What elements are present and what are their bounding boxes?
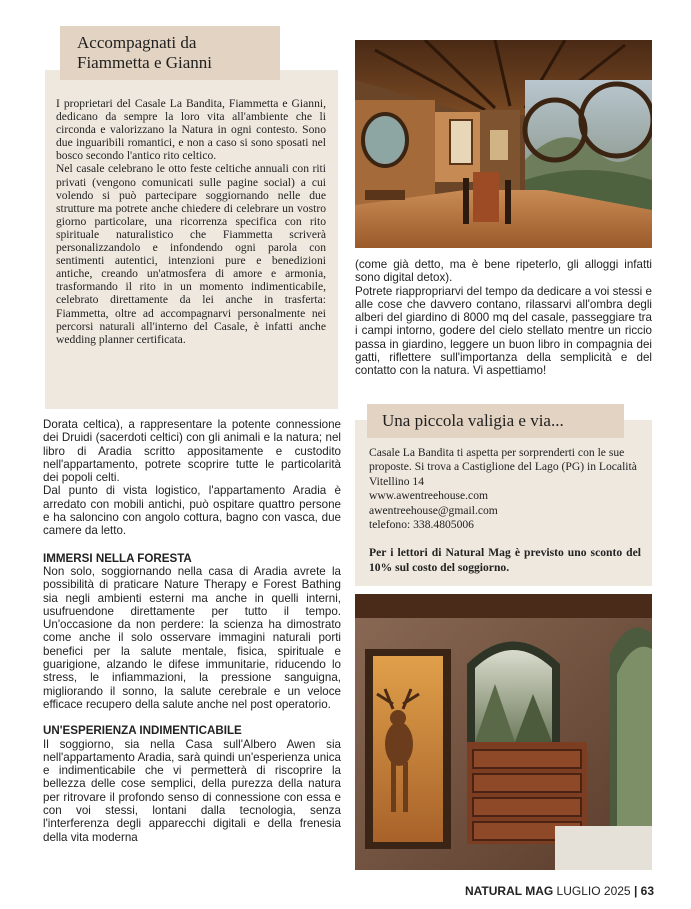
owners-box-text [56, 97, 326, 346]
page-footer [462, 884, 654, 898]
section-heading-forest: IMMERSI NELLA FORESTA [43, 551, 192, 565]
left-paragraph-2: Dal punto di vista logistico, l'appartamento Aradia è arredato con mobili antichi, può ospitare quattro persone e ha saloncino con angolo cottura, bagno con vasca, due camere da letto. [43, 484, 341, 538]
magazine-name: NATURAL MAG [464, 884, 554, 898]
left-paragraph-1: Dorata celtica), a rappresentare la potente connessione dei Druidi (sacerdoti celtici) con gli animali e la natura; nel libro di Aradia scritto appositamente e custodito nell'appartamento, potrete scoprire tutte le particolarità dei popoli celti. [43, 418, 341, 485]
section-heading-experience: UN'ESPERIENZA INDIMENTICABILE [43, 724, 242, 738]
contact-box-text [369, 446, 641, 575]
owners-title-line1: Accompagnati da [77, 33, 197, 52]
left-paragraph-4: Il soggiorno, sia nella Casa sull'Albero Awen sia nell'appartamento Aradia, sarà quindi un'esperienza unica e indimenticabile che vi permetterà di riscoprire la bellezza delle cose semplici, della purezza della natura per ritrovare il profondo senso di connessione con essa e con voi stessi, lontani dalla tecnologia, senza l'interferenza degli apparecchi digitali e della frenesia della vita moderna [43, 737, 341, 844]
footer-separator: | [633, 884, 638, 898]
contact-website[interactable]: www.awentreehouse.com [369, 489, 489, 503]
right-paragraph-2: Potrete riappropriarvi del tempo da dedicare a voi stessi e alle cose che davvero contano, rilassarvi all'ombra degli alberi del giardino di 8000 mq del casale, passeggiare tra i campi intorno, godere del cielo stellato mentre un riccio passa in giardino, leggere un buon libro in compagnia dei gatti, riflettere sull'importanza della semplicità e del contatto con la natura. Vi aspettiamo! [355, 284, 652, 378]
reader-discount: Per i lettori di Natural Mag è previsto uno sconto del 10% sul costo del soggiorno. [369, 546, 641, 574]
left-column [43, 418, 341, 844]
owners-paragraph-1: I proprietari del Casale La Bandita, Fiammetta e Gianni, dedicano da sempre la loro vita all'ambiente che li circonda e valorizzano la Natura in ogni contesto. Sono due inguaribili romantici, e non a caso si sono sposati nel bosco secondo l'antico rito celtico. [56, 97, 326, 163]
page-number: 63 [640, 884, 654, 898]
treehouse-interior-photo [355, 40, 652, 248]
contact-intro: Casale La Bandita ti aspetta per sorprenderti con le sue proposte. Si trova a Castiglione del Lago (PG) in Località Vitellino 14 [369, 446, 637, 488]
right-column [355, 258, 652, 378]
contact-box-title: Una piccola valigia e via... [382, 411, 564, 430]
owners-box-title [77, 33, 277, 73]
contact-phone: telefono: 338.4805006 [369, 518, 474, 532]
issue-date: LUGLIO 2025 [556, 884, 631, 898]
aradia-apartment-photo [355, 594, 652, 870]
right-paragraph-1: (come già detto, ma è bene ripeterlo, gli alloggi infatti sono digital detox). [355, 258, 652, 285]
owners-paragraph-2: Nel casale celebrano le otto feste celtiche annuali con riti privati (vengono comunicati sulle pagine social) a cui volendo si può partecipare soggiornando nelle due strutture ma potrete anche chiedere di celebrare un vostro giorno particolare, una ricorrenza specifica con rito spirituale naturalistico che Fiammetta scriverà personalizzandolo e infondendo ogni parola con sentimenti autentici, intenzioni pure e benedizioni antiche, creando un'atmosfera di amore e armonia, trasformando il rito in un momento indimenticabile, celebrato direttamente da lei anche in trasferta: Fiammetta, oltre ad accompagnarvi personalmente nei percorsi naturali all'interno del Casale, è infatti anche wedding planner certificata. [56, 162, 326, 346]
contact-email[interactable]: awentreehouse@gmail.com [369, 503, 498, 517]
owners-title-line2: Fiammetta e Gianni [77, 53, 213, 72]
left-paragraph-3: Non solo, soggiornando nella casa di Aradia avrete la possibilità di praticare Nature Therapy e Forest Bathing sia negli ambienti esterni ma anche in quelli interni, usufruendone direttamente per tutto il tempo. Un'occasione da non perdere: la scienza ha dimostrato come anche il solo osservare immagini naturali porti benefici per la salute mentale, fisica, spirituale e guarigione, alzando le difese immunitarie, riducendo lo stress, le infiammazioni, la pressione sanguigna, migliorando il sonno, la salute cerebrale e un veloce efficace recupero della salute anche nel post operatorio. [43, 564, 341, 711]
